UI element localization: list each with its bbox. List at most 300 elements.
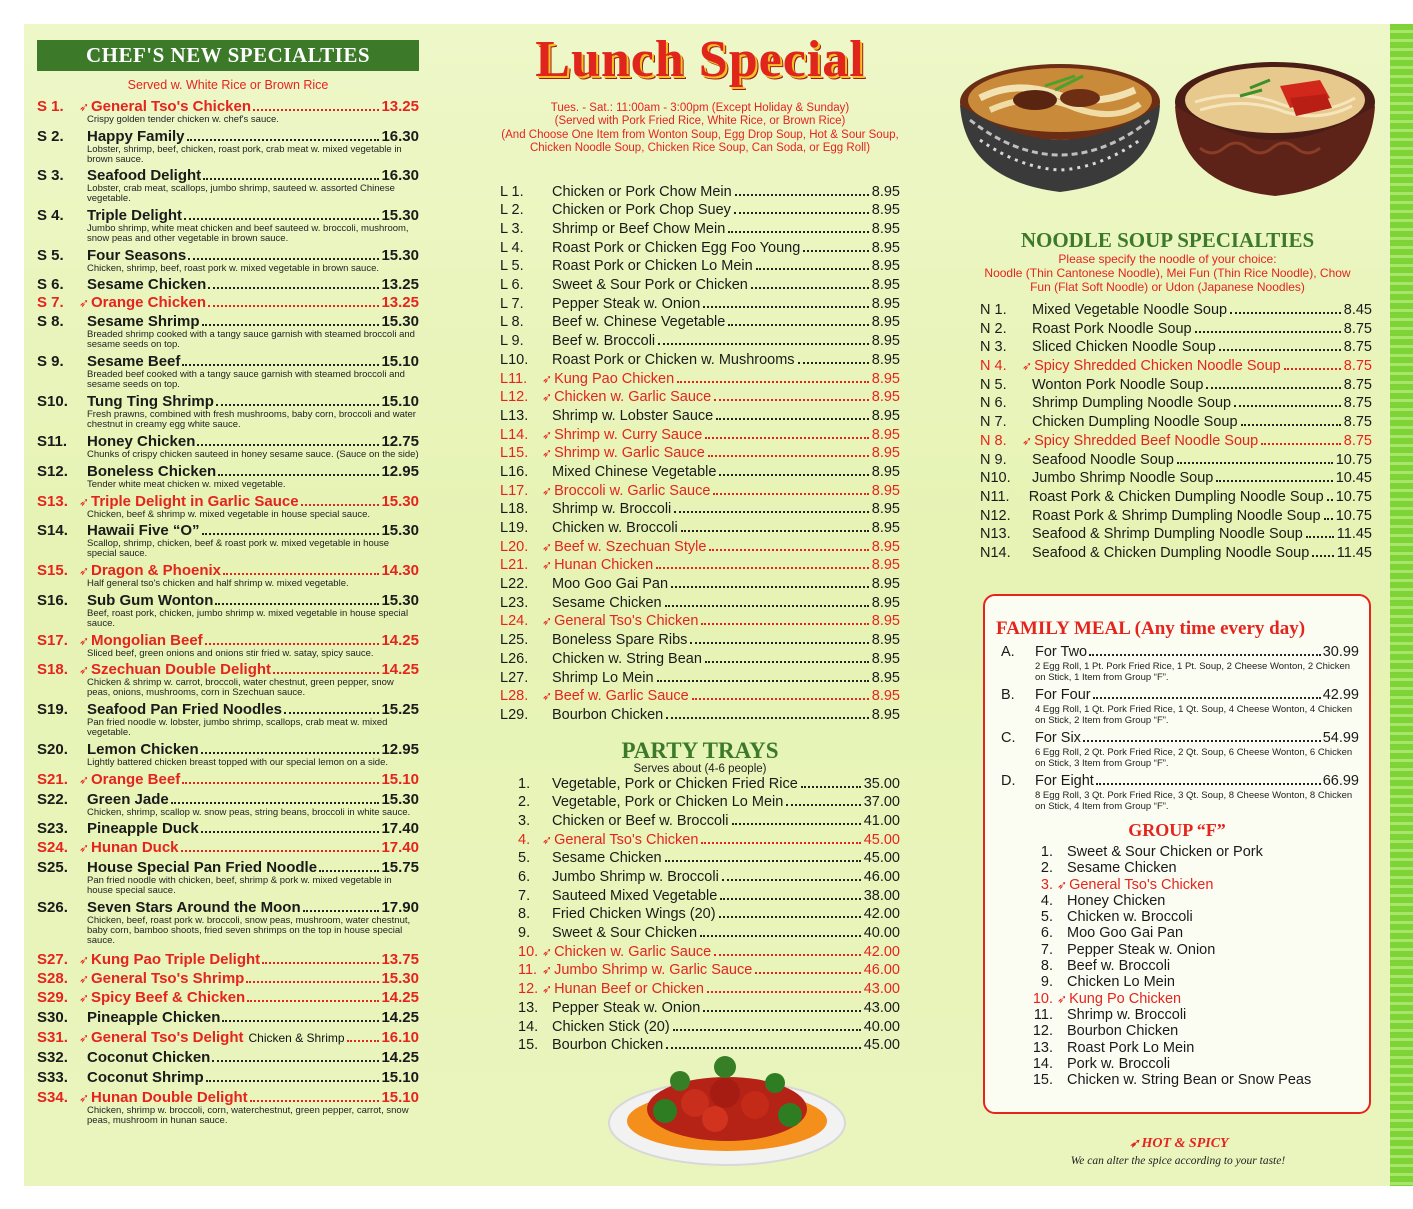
item-name: Triple Delight in Garlic Sauce — [91, 493, 299, 510]
noodle-item — [980, 544, 1372, 563]
item-price: 15.30 — [381, 791, 419, 808]
item-code: N14. — [980, 544, 1011, 561]
item-code: S 4. — [37, 207, 64, 224]
leader-dots — [708, 455, 869, 457]
item-code: L20. — [500, 538, 529, 555]
lunch-item — [500, 295, 900, 314]
item-name: For Four — [1035, 687, 1091, 703]
lunch-item — [500, 482, 900, 501]
item-name: Seafood Noodle Soup — [1032, 451, 1174, 468]
item-code: S13. — [37, 493, 68, 510]
item-name: Hunan Double Delight — [91, 1089, 248, 1106]
item-name: Hawaii Five “O” — [87, 522, 200, 539]
item-code: N 1. — [980, 302, 1007, 318]
item-name: Roast Pork & Shrimp Dumpling Noodle Soup — [1032, 507, 1321, 524]
item-price: 15.30 — [381, 493, 419, 510]
item-description: Chicken, shrimp w. broccoli, corn, waterchestnut, green pepper, carrot, snow peas, mushroom in hunan sauce. — [87, 1105, 409, 1126]
item-name: Honey Chicken — [1067, 892, 1166, 909]
item-code: L24. — [500, 613, 529, 630]
leader-dots — [250, 1100, 380, 1102]
chef-item-row — [37, 167, 419, 184]
group-f-item — [995, 925, 1359, 941]
item-name: Happy Family — [87, 128, 185, 145]
item-name: Shrimp w. Lobster Sauce — [552, 407, 714, 424]
party-item — [500, 793, 900, 812]
item-description: Chicken, shrimp, beef, roast pork w. mixed vegetable in brown sauce. — [87, 263, 380, 274]
item-name: For Two — [1035, 644, 1088, 660]
chef-item-row — [37, 1049, 419, 1066]
item-code: D. — [1001, 773, 1016, 789]
leader-dots — [1206, 387, 1340, 389]
item-name: Four Seasons — [87, 247, 187, 264]
item-name: Chicken w. Garlic Sauce — [554, 943, 712, 960]
chef-item-row — [37, 1069, 419, 1086]
chef-item-row — [37, 989, 419, 1006]
item-name: Seven Stars Around the Moon — [87, 899, 301, 916]
item-code: 10. — [518, 943, 539, 960]
item-price: 8.95 — [871, 538, 900, 555]
lunch-item — [500, 463, 900, 482]
lunch-item — [500, 500, 900, 519]
group-f-item — [995, 942, 1359, 958]
item-code: L 7. — [500, 295, 524, 312]
item-price: 40.00 — [863, 1018, 900, 1035]
chef-item — [37, 820, 419, 837]
item-code: N10. — [980, 470, 1011, 487]
item-name: Spicy Shredded Beef Noodle Soup — [1034, 432, 1259, 449]
leader-dots — [223, 573, 379, 575]
group-f-item — [995, 909, 1359, 925]
item-name: Roast Pork Lo Mein — [1067, 1039, 1195, 1056]
item-name: Shrimp Lo Mein — [552, 669, 654, 686]
item-name: Vegetable, Pork or Chicken Lo Mein — [552, 794, 784, 811]
item-price: 8.95 — [871, 576, 900, 593]
item-name: Beef w. Garlic Sauce — [554, 688, 689, 705]
item-price: 10.75 — [1335, 507, 1372, 524]
item-price: 10.45 — [1335, 470, 1372, 487]
chef-item-row — [37, 859, 419, 876]
leader-dots — [246, 981, 379, 983]
spice-note: We can alter the spice according to your taste! — [1070, 1155, 1286, 1167]
item-description: Fresh prawns, combined with fresh mushrooms, baby corn, broccoli and water chestnut in creamy egg white sauce. — [87, 409, 416, 430]
chili-pepper-icon: ➶ — [79, 953, 90, 967]
family-meal-title: FAMILY MEAL (Any time every day) — [996, 618, 1306, 639]
item-code: S34. — [37, 1089, 68, 1106]
leader-dots — [1083, 740, 1321, 742]
item-price: 8.95 — [871, 314, 900, 331]
item-code: S15. — [37, 562, 68, 579]
leader-dots — [222, 1020, 379, 1022]
lunch-item — [500, 706, 900, 725]
item-price: 15.30 — [381, 592, 419, 609]
item-price: 13.25 — [381, 98, 419, 115]
chef-item — [37, 1049, 419, 1066]
chef-item — [37, 741, 419, 768]
item-code: 11. — [1033, 1006, 1053, 1023]
chef-item — [37, 276, 419, 293]
item-code: 5. — [518, 850, 531, 867]
item-price: 8.95 — [871, 557, 900, 574]
party-item — [500, 943, 900, 962]
item-price: 16.30 — [381, 167, 419, 184]
leader-dots — [703, 1010, 860, 1012]
family-item — [995, 773, 1359, 790]
leader-dots — [720, 898, 860, 900]
item-code: C. — [1001, 730, 1016, 746]
item-code: S17. — [37, 632, 68, 649]
item-price: 15.75 — [381, 859, 419, 876]
chef-item — [37, 562, 419, 589]
item-name: Bourbon Chicken — [552, 706, 664, 723]
chef-item — [37, 951, 419, 968]
chef-item-row — [37, 433, 419, 450]
item-name: Roast Pork & Chicken Dumpling Noodle Soup — [1028, 488, 1324, 505]
item-price: 14.25 — [381, 661, 419, 678]
lunch-item — [500, 257, 900, 276]
chili-pepper-icon: ➶ — [542, 689, 553, 704]
item-price: 15.10 — [381, 353, 419, 370]
item-name: Chicken Stick (20) — [552, 1018, 670, 1035]
lunch-special-column — [500, 30, 900, 1055]
chili-pepper-icon: ➶ — [79, 972, 90, 986]
item-description: Chicken, beef & shrimp w. mixed vegetable in house special sauce. — [87, 509, 371, 520]
item-price: 45.00 — [863, 850, 900, 867]
chef-item — [37, 970, 419, 987]
item-name: Coconut Shrimp — [87, 1069, 204, 1086]
item-price: 14.25 — [381, 632, 419, 649]
item-code: 3. — [518, 812, 531, 829]
lunch-item — [500, 575, 900, 594]
item-code: L 5. — [500, 258, 524, 275]
chef-item-row — [37, 493, 419, 510]
chef-item — [37, 167, 419, 204]
item-name: General Tso's Shrimp — [91, 970, 245, 987]
item-name: General Tso's Chicken — [1069, 876, 1214, 893]
item-name: Beef w. Broccoli — [1067, 958, 1171, 975]
group-f-item — [995, 958, 1359, 974]
item-name: Pork w. Broccoli — [1067, 1055, 1171, 1072]
item-name: Jumbo Shrimp w. Broccoli — [552, 869, 719, 885]
item-name: Moo Goo Gai Pan — [552, 576, 669, 593]
item-price: 15.10 — [381, 393, 419, 410]
item-name: Sweet & Sour Chicken — [552, 925, 698, 942]
leader-dots — [184, 218, 379, 220]
item-name: Chicken or Beef w. Broccoli — [552, 812, 729, 829]
chef-item-row — [37, 661, 419, 678]
item-code: L 4. — [500, 239, 524, 256]
chili-pepper-icon: ➶ — [79, 100, 90, 114]
item-price: 8.95 — [871, 389, 900, 406]
leader-dots — [1234, 405, 1341, 407]
item-code: 11. — [518, 962, 538, 979]
chef-item-row — [37, 1009, 419, 1026]
chili-pepper-icon: ➶ — [542, 390, 553, 405]
item-name: Mongolian Beef — [91, 632, 203, 649]
item-name: Chicken or Pork Chow Mein — [552, 183, 732, 200]
item-code: L29. — [500, 706, 529, 723]
item-price: 15.30 — [381, 522, 419, 539]
noodle-item — [980, 338, 1372, 357]
leader-dots — [658, 343, 869, 345]
item-code: L17. — [500, 482, 529, 499]
lunch-item — [500, 370, 900, 389]
item-name: Chicken Dumpling Noodle Soup — [1032, 414, 1238, 431]
item-code: S22. — [37, 791, 68, 808]
lunch-item — [500, 669, 900, 688]
chili-pepper-icon: ➶ — [542, 446, 553, 461]
item-name: Lemon Chicken — [87, 741, 199, 758]
item-price: 8.45 — [1343, 302, 1372, 318]
leader-dots — [803, 250, 869, 252]
chef-item-row — [37, 899, 419, 916]
item-code: N 6. — [980, 395, 1007, 412]
item-code: N12. — [980, 507, 1011, 524]
item-description: Sliced beef, green onions and onions stir fried w. satay, spicy sauce. — [87, 648, 374, 659]
chef-item-row — [37, 1029, 419, 1046]
item-price: 8.95 — [871, 445, 900, 462]
chef-item — [37, 1009, 419, 1026]
party-item — [500, 849, 900, 868]
chef-item-row — [37, 970, 419, 987]
item-price: 14.30 — [381, 562, 419, 579]
item-code: L26. — [500, 650, 529, 667]
leader-dots — [1177, 462, 1333, 464]
party-item — [500, 980, 900, 999]
leader-dots — [1195, 331, 1341, 333]
chili-pepper-icon: ➶ — [542, 982, 553, 997]
leader-dots — [201, 831, 380, 833]
item-name: Dragon & Phoenix — [91, 562, 222, 579]
item-price: 8.75 — [1343, 432, 1372, 449]
item-price: 8.95 — [871, 295, 900, 312]
item-name: Jumbo Shrimp Noodle Soup — [1032, 470, 1214, 487]
leader-dots — [671, 586, 869, 588]
item-name: Roast Pork or Chicken Lo Mein — [552, 258, 753, 275]
item-name: Kung Pao Triple Delight — [91, 951, 261, 968]
item-code: S 1. — [37, 98, 64, 115]
item-code: L16. — [500, 463, 529, 480]
item-price: 12.75 — [381, 433, 419, 450]
item-code: 12. — [518, 981, 539, 998]
roast-pork-noodle-photo-icon — [1170, 58, 1380, 198]
group-f-item — [995, 974, 1359, 990]
leader-dots — [208, 305, 379, 307]
item-price: 17.40 — [381, 820, 419, 837]
item-name: Hunan Beef or Chicken — [554, 981, 704, 998]
noodle-soup-photo-icon — [955, 60, 1165, 195]
item-name: Fried Chicken Wings (20) — [552, 906, 716, 923]
item-price: 30.99 — [1322, 644, 1359, 660]
item-name: Beef w. Broccoli — [552, 333, 656, 350]
lunch-item — [500, 631, 900, 650]
leader-dots — [701, 842, 860, 844]
chili-pepper-icon: ➶ — [1057, 991, 1068, 1006]
item-code: 12. — [1032, 1023, 1053, 1040]
lunch-item — [500, 556, 900, 575]
item-code: L 9. — [500, 333, 524, 350]
leader-dots — [716, 418, 869, 420]
chef-item-row — [37, 562, 419, 579]
leader-dots — [201, 752, 380, 754]
leader-dots — [1324, 518, 1333, 520]
item-code: S 3. — [37, 167, 64, 184]
item-code: L15. — [500, 445, 529, 462]
leader-dots — [701, 623, 868, 625]
item-code: S18. — [37, 661, 68, 678]
item-code: N 5. — [980, 376, 1007, 393]
chili-pepper-icon: ➶ — [542, 614, 553, 629]
chili-pepper-icon: ➶ — [542, 963, 553, 978]
chef-item — [37, 493, 419, 520]
party-item — [500, 831, 900, 850]
item-name: Sesame Beef — [87, 353, 181, 370]
leader-dots — [212, 1060, 379, 1062]
item-name: Sesame Chicken — [552, 594, 662, 611]
item-code: L28. — [500, 688, 529, 705]
leader-dots — [665, 860, 861, 862]
chef-specialties-list — [37, 98, 419, 1126]
item-code: L18. — [500, 501, 529, 518]
item-code: S25. — [37, 859, 68, 876]
item-name: Seafood & Chicken Dumpling Noodle Soup — [1032, 544, 1310, 561]
leader-dots — [1093, 697, 1321, 699]
item-code: S12. — [37, 463, 68, 480]
item-code: 6. — [1040, 925, 1053, 942]
chef-specialties-column — [37, 40, 419, 1126]
party-item — [500, 1018, 900, 1037]
item-code: L25. — [500, 632, 529, 649]
item-price: 14.25 — [381, 1009, 419, 1026]
chili-pepper-icon: ➶ — [542, 483, 553, 498]
lunch-special-list — [500, 183, 900, 725]
family-meal-list — [995, 644, 1359, 812]
chef-item — [37, 839, 419, 856]
item-code: S23. — [37, 820, 68, 837]
item-name: For Eight — [1035, 773, 1094, 789]
leader-dots — [253, 109, 379, 111]
noodle-subtitle-line: Please specify the noodle of your choice: — [1058, 252, 1277, 266]
item-price: 11.45 — [1336, 544, 1372, 561]
item-code: S32. — [37, 1049, 68, 1066]
item-description: 2 Egg Roll, 1 Pt. Pork Fried Rice, 1 Pt. Soup, 2 Cheese Wonton, 2 Chicken on Stick, 1 Item from Group “F”. — [1035, 661, 1351, 683]
item-name: Chicken w. Garlic Sauce — [554, 389, 712, 406]
item-price: 15.30 — [381, 313, 419, 330]
leader-dots — [756, 268, 869, 270]
item-code: 8. — [518, 906, 531, 923]
item-code: S26. — [37, 899, 68, 916]
item-price: 17.90 — [381, 899, 419, 916]
lunch-subtitle-line: (And Choose One Item from Wonton Soup, Egg Drop Soup, Hot & Sour Soup, — [501, 128, 899, 141]
chef-item — [37, 989, 419, 1006]
item-price: 16.30 — [381, 128, 419, 145]
leader-dots — [705, 437, 868, 439]
leader-dots — [1096, 783, 1321, 785]
lunch-subtitle-line: Chicken Noodle Soup, Chicken Rice Soup, Can Soda, or Egg Roll) — [529, 142, 871, 155]
item-price: 42.99 — [1322, 687, 1359, 703]
item-name: Sweet & Sour Chicken or Pork — [1067, 844, 1263, 860]
chef-item — [37, 98, 419, 125]
leader-dots — [798, 362, 869, 364]
party-trays-subtitle: Serves about (4-6 people) — [633, 762, 767, 775]
item-price: 8.95 — [871, 351, 900, 368]
item-code: 7. — [518, 887, 531, 904]
lunch-item — [500, 313, 900, 332]
item-name: Shrimp w. Curry Sauce — [554, 426, 703, 443]
chef-item — [37, 207, 419, 244]
item-code: 10. — [1032, 990, 1053, 1007]
item-code: 5. — [1040, 909, 1053, 926]
item-name: Wonton Pork Noodle Soup — [1032, 376, 1204, 393]
leader-dots — [728, 231, 869, 233]
leader-dots — [215, 603, 379, 605]
leader-dots — [714, 954, 860, 956]
chef-item-row — [37, 592, 419, 609]
leader-dots — [1312, 555, 1333, 557]
lunch-item — [500, 220, 900, 239]
item-price: 8.75 — [1343, 395, 1372, 412]
item-price: 8.95 — [871, 501, 900, 518]
item-price: 8.95 — [871, 650, 900, 667]
chef-item — [37, 1089, 419, 1126]
item-code: 6. — [518, 869, 531, 885]
leader-dots — [735, 194, 869, 196]
item-code: S 2. — [37, 128, 64, 145]
chef-item — [37, 859, 419, 896]
leader-dots — [666, 717, 869, 719]
item-name: Sweet & Sour Pork or Chicken — [552, 277, 748, 294]
group-f-item — [995, 991, 1359, 1007]
item-price: 13.25 — [381, 276, 419, 293]
chef-item-row — [37, 128, 419, 145]
noodle-item — [980, 357, 1372, 376]
item-name: Sauteed Mixed Vegetable — [552, 887, 718, 904]
chef-item — [37, 899, 419, 946]
chef-item — [37, 592, 419, 629]
item-name: Sesame Chicken — [552, 850, 662, 867]
item-description: Tender white meat chicken w. mixed vegetable. — [87, 479, 286, 490]
chili-pepper-icon: ➶ — [1129, 1136, 1140, 1150]
leader-dots — [1230, 312, 1341, 314]
item-code: 15. — [1032, 1072, 1053, 1089]
leader-dots — [202, 533, 380, 535]
item-name: Seafood Delight — [87, 167, 202, 184]
item-price: 15.30 — [381, 207, 419, 224]
item-price: 43.00 — [863, 981, 900, 998]
item-price: 42.00 — [863, 943, 900, 960]
item-name: Hunan Duck — [91, 839, 179, 856]
leader-dots — [677, 381, 869, 383]
item-description: 6 Egg Roll, 2 Qt. Pork Fried Rice, 2 Qt. Soup, 6 Cheese Wonton, 6 Chicken on Stick, 3 Item from Group “F”. — [1035, 747, 1353, 769]
item-name: Jumbo Shrimp w. Garlic Sauce — [554, 962, 753, 979]
leader-dots — [722, 879, 861, 881]
item-price: 8.95 — [871, 463, 900, 480]
party-item — [500, 812, 900, 831]
item-name: Beef w. Szechuan Style — [554, 538, 707, 555]
item-code: S 5. — [37, 247, 64, 264]
chef-item-row — [37, 741, 419, 758]
item-name: Chicken w. Broccoli — [1067, 909, 1193, 926]
item-code: L22. — [500, 576, 529, 593]
item-description: Half general tso's chicken and half shrimp w. mixed vegetable. — [87, 578, 349, 589]
leader-dots — [319, 870, 379, 872]
chef-item — [37, 353, 419, 390]
lunch-subtitle-line: (Served with Pork Fried Rice, White Rice, or Brown Rice) — [554, 115, 846, 128]
item-name: Orange Beef — [91, 771, 181, 788]
item-price: 8.95 — [871, 239, 900, 256]
leader-dots — [1216, 480, 1332, 482]
leader-dots — [681, 530, 869, 532]
leader-dots — [703, 306, 868, 308]
